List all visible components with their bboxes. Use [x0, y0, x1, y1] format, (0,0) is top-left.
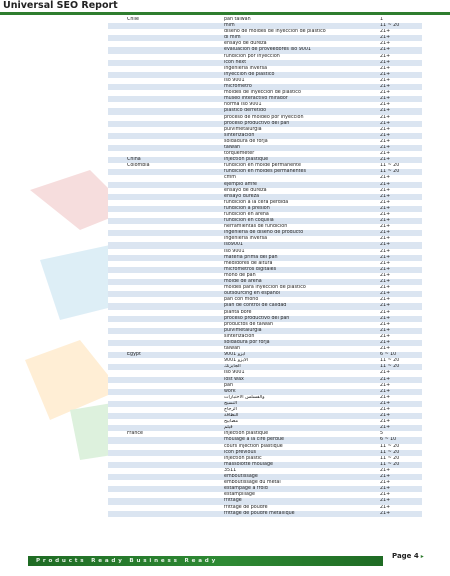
- rank-cell: 21+: [380, 346, 391, 352]
- rank-cell: 21+: [380, 193, 391, 199]
- keyword-cell: taiwan: [224, 144, 241, 150]
- rank-cell: 21+: [380, 266, 391, 272]
- rank-cell: 21+: [380, 71, 391, 77]
- keyword-cell: emboutissage du metal: [224, 480, 281, 486]
- keyword-cell: الايزو 9001: [224, 358, 249, 364]
- rank-cell: 21+: [380, 212, 391, 217]
- report-header: [0, 0, 450, 15]
- keyword-cell: fundicion en moldes permanentes: [224, 169, 306, 175]
- keyword-ranking-table: [108, 17, 422, 517]
- keyword-cell: النسيج: [224, 400, 238, 406]
- keyword-cell: planta bore: [224, 309, 252, 315]
- rank-cell: 21+: [380, 504, 391, 510]
- keyword-cell: micrometro: [224, 84, 252, 90]
- rank-cell: 11 ~ 20: [380, 364, 400, 370]
- country-cell: France: [127, 431, 143, 437]
- rank-cell: 21+: [380, 41, 391, 47]
- keyword-cell: ensayo de dureza: [224, 41, 267, 47]
- rank-cell: 21+: [380, 96, 391, 102]
- keyword-cell: frittage de poudre: [224, 504, 268, 510]
- keyword-cell: soldadura por forja: [224, 339, 270, 345]
- rank-cell: 21+: [380, 339, 391, 345]
- rank-cell: 21+: [380, 510, 391, 516]
- rank-cell: 21+: [380, 199, 391, 205]
- keyword-cell: taiwan: [224, 346, 241, 352]
- keyword-cell: outsourcing en español: [224, 291, 281, 297]
- table-row: [108, 511, 422, 517]
- rank-cell: 21+: [380, 236, 391, 242]
- rank-cell: 21+: [380, 285, 391, 291]
- rank-cell: 6 ~ 10: [380, 352, 397, 358]
- keyword-cell: 3511: [224, 467, 237, 473]
- keyword-cell: pulvimetalurgia: [224, 126, 262, 132]
- rank-cell: 11 ~ 20: [380, 443, 400, 449]
- keyword-cell: estampage à froid: [224, 486, 268, 492]
- keyword-cell: pan taiwan: [224, 17, 251, 22]
- rank-cell: 11 ~ 20: [380, 358, 400, 364]
- keyword-cell: medidores de altura: [224, 260, 273, 266]
- rank-cell: 21+: [380, 230, 391, 236]
- next-page-arrow-icon: ▸: [420, 553, 424, 560]
- rank-cell: 21+: [380, 474, 391, 480]
- rank-cell: 21+: [380, 309, 391, 315]
- keyword-cell: plan de control de calidad: [224, 303, 287, 309]
- rank-cell: 21+: [380, 132, 391, 138]
- keyword-cell: cmm: [224, 175, 236, 181]
- keyword-cell: iso9001: [224, 242, 243, 248]
- keyword-cell: inyeccion de plastico: [224, 71, 275, 77]
- rank-cell: 21+: [380, 242, 391, 248]
- rank-cell: 21+: [380, 486, 391, 492]
- keyword-cell: moho de pan: [224, 272, 256, 278]
- rank-cell: 21+: [380, 297, 391, 303]
- keyword-cell: frittage de poudre métallique: [224, 510, 295, 516]
- rank-cell: 21+: [380, 370, 391, 376]
- rank-cell: 21+: [380, 151, 391, 157]
- rank-cell: 21+: [380, 53, 391, 59]
- keyword-cell: di mim: [224, 35, 241, 41]
- keyword-cell: proceso productivo del pan: [224, 120, 290, 126]
- keyword-cell: ingenieria de diseño de producto: [224, 230, 304, 236]
- country-cell: Colombia: [127, 163, 150, 169]
- rank-cell: 21+: [380, 425, 391, 431]
- keyword-cell: mim: [224, 23, 235, 29]
- rank-cell: 11 ~ 20: [380, 461, 400, 467]
- keyword-cell: pulvimetalurgia: [224, 327, 262, 333]
- rank-cell: 21+: [380, 254, 391, 260]
- keyword-cell: proceso productivo del pan: [224, 315, 290, 321]
- rank-cell: 1: [380, 17, 384, 22]
- keyword-cell: pan: [224, 382, 234, 388]
- rank-cell: 21+: [380, 84, 391, 90]
- rank-cell: 21+: [380, 248, 391, 254]
- keyword-cell: والفسلس الاختبارات: [224, 394, 265, 400]
- rank-cell: 21+: [380, 400, 391, 406]
- rank-cell: 21+: [380, 144, 391, 150]
- keyword-cell: iso 9001: [224, 77, 245, 83]
- rank-cell: 21+: [380, 272, 391, 278]
- keyword-cell: productos de taiwan: [224, 321, 273, 327]
- keyword-cell: norma iso 9001: [224, 102, 262, 108]
- page-label: Page 4: [392, 552, 419, 560]
- rank-cell: 21+: [380, 498, 391, 504]
- page-number: [392, 551, 424, 562]
- rank-cell: 21+: [380, 388, 391, 394]
- keyword-cell: sinterizacion: [224, 132, 255, 138]
- rank-cell: 11 ~ 20: [380, 169, 400, 175]
- keyword-cell: herramientas de fundicion: [224, 224, 288, 230]
- keyword-cell: fundicion a la cera perdida: [224, 199, 289, 205]
- footer-banner: [28, 556, 383, 566]
- rank-cell: 21+: [380, 187, 391, 193]
- keyword-cell: moulage a la cire perdue: [224, 437, 284, 443]
- rank-cell: 21+: [380, 382, 391, 388]
- keyword-cell: fundicion a presion: [224, 205, 270, 211]
- rank-cell: 21+: [380, 126, 391, 132]
- rank-cell: 6 ~ 10: [380, 437, 397, 443]
- country-cell: China: [127, 157, 141, 163]
- keyword-cell: icon next: [224, 59, 247, 65]
- rank-cell: 11 ~ 20: [380, 163, 400, 169]
- rank-cell: 21+: [380, 102, 391, 108]
- country-cell: Egypt: [127, 352, 141, 358]
- keyword-cell: ingenieria inversa: [224, 65, 268, 71]
- rank-cell: 11 ~ 20: [380, 455, 400, 461]
- footer-tagline: Products Ready Business Ready: [36, 558, 219, 564]
- keyword-cell: estampillage: [224, 492, 255, 498]
- rank-cell: 21+: [380, 492, 391, 498]
- keyword-cell: ensayo dureza: [224, 193, 260, 199]
- keyword-cell: النظافة: [224, 413, 239, 419]
- country-cell: Chile: [127, 17, 140, 22]
- keyword-cell: cours injection plastique: [224, 443, 283, 449]
- rank-cell: 21+: [380, 467, 391, 473]
- rank-cell: 21+: [380, 120, 391, 126]
- rank-cell: 21+: [380, 394, 391, 400]
- keyword-cell: injection plastic: [224, 455, 262, 461]
- keyword-cell: soldadura de forja: [224, 138, 268, 144]
- keyword-cell: moldes de inyeccion de plastico: [224, 90, 301, 96]
- keyword-cell: museo interactivo mirador: [224, 96, 288, 102]
- rank-cell: 21+: [380, 90, 391, 96]
- rank-cell: 21+: [380, 279, 391, 285]
- keyword-cell: evaluación de proveedores iso 9001: [224, 47, 311, 53]
- rank-cell: 21+: [380, 224, 391, 230]
- keyword-cell: الزجاج: [224, 407, 237, 412]
- keyword-cell: fundicion por inyeccion: [224, 53, 280, 59]
- rank-cell: 21+: [380, 413, 391, 419]
- keyword-cell: iso 9001: [224, 370, 245, 376]
- rank-cell: 21+: [380, 321, 391, 327]
- rank-cell: 21+: [380, 205, 391, 211]
- keyword-cell: fundicion en molde permanente: [224, 163, 301, 169]
- keyword-cell: micrometros digitales: [224, 266, 277, 272]
- keyword-cell: lost wax: [224, 376, 244, 382]
- keyword-cell: proceso de moldeo por inyeccion: [224, 114, 304, 120]
- rank-cell: 11 ~ 20: [380, 23, 400, 29]
- rank-cell: 21+: [380, 376, 391, 382]
- keyword-cell: ejemplo amfe: [224, 181, 257, 187]
- rank-cell: 21+: [380, 327, 391, 333]
- keyword-cell: ايزو 9001: [224, 352, 246, 358]
- rank-cell: 21+: [380, 291, 391, 297]
- keyword-cell: fundicion en coquilla: [224, 218, 274, 224]
- rank-cell: 21+: [380, 138, 391, 144]
- keyword-cell: iso 9001: [224, 248, 245, 254]
- rank-cell: 21+: [380, 108, 391, 114]
- keyword-cell: emboutissage: [224, 474, 258, 480]
- keyword-cell: work: [224, 388, 236, 394]
- rank-cell: 21+: [380, 260, 391, 266]
- rank-cell: 21+: [380, 157, 391, 163]
- keyword-cell: ensayo de dureza: [224, 187, 267, 193]
- rank-cell: 21+: [380, 29, 391, 35]
- keyword-cell: فيلم: [224, 425, 233, 431]
- report-title: Universal SEO Report: [3, 0, 118, 11]
- keyword-cell: ingenieria inversa: [224, 236, 268, 242]
- rank-cell: 21+: [380, 114, 391, 120]
- rank-cell: 21+: [380, 59, 391, 65]
- keyword-cell: massolotte moulage: [224, 461, 273, 467]
- keyword-cell: مصابيح: [224, 419, 239, 425]
- keyword-cell: fundicion en arena: [224, 212, 269, 217]
- rank-cell: 21+: [380, 218, 391, 224]
- keyword-cell: molde de arena: [224, 279, 262, 285]
- keyword-cell: diseño de moldes de inyeccion de plastico: [224, 29, 326, 35]
- rank-cell: 21+: [380, 333, 391, 339]
- keyword-cell: torquemeter: [224, 151, 255, 157]
- header-rule: [0, 12, 450, 15]
- keyword-cell: pan con moho: [224, 297, 259, 303]
- keyword-cell: frittage: [224, 498, 242, 504]
- rank-cell: 21+: [380, 77, 391, 83]
- rank-cell: 21+: [380, 47, 391, 53]
- rank-cell: 21+: [380, 181, 391, 187]
- keyword-cell: الجايزنك: [224, 364, 241, 370]
- keyword-cell: injection plastique: [224, 431, 269, 437]
- keyword-cell: icon previous: [224, 449, 256, 455]
- rank-cell: 21+: [380, 315, 391, 321]
- rank-cell: 21+: [380, 480, 391, 486]
- rank-cell: 21+: [380, 175, 391, 181]
- rank-cell: 11 ~ 20: [380, 449, 400, 455]
- rank-cell: 21+: [380, 419, 391, 425]
- keyword-cell: sinterizacion: [224, 333, 255, 339]
- rank-cell: 5: [380, 431, 384, 437]
- keyword-cell: plastico derretido: [224, 108, 267, 114]
- keyword-cell: injection plastique: [224, 157, 269, 163]
- rank-cell: 21+: [380, 65, 391, 71]
- rank-cell: 21+: [380, 35, 391, 41]
- keyword-cell: materia prima del pan: [224, 254, 278, 260]
- rank-cell: 21+: [380, 303, 391, 309]
- rank-cell: 21+: [380, 407, 391, 412]
- keyword-cell: moldes para inyeccion de plastico: [224, 285, 306, 291]
